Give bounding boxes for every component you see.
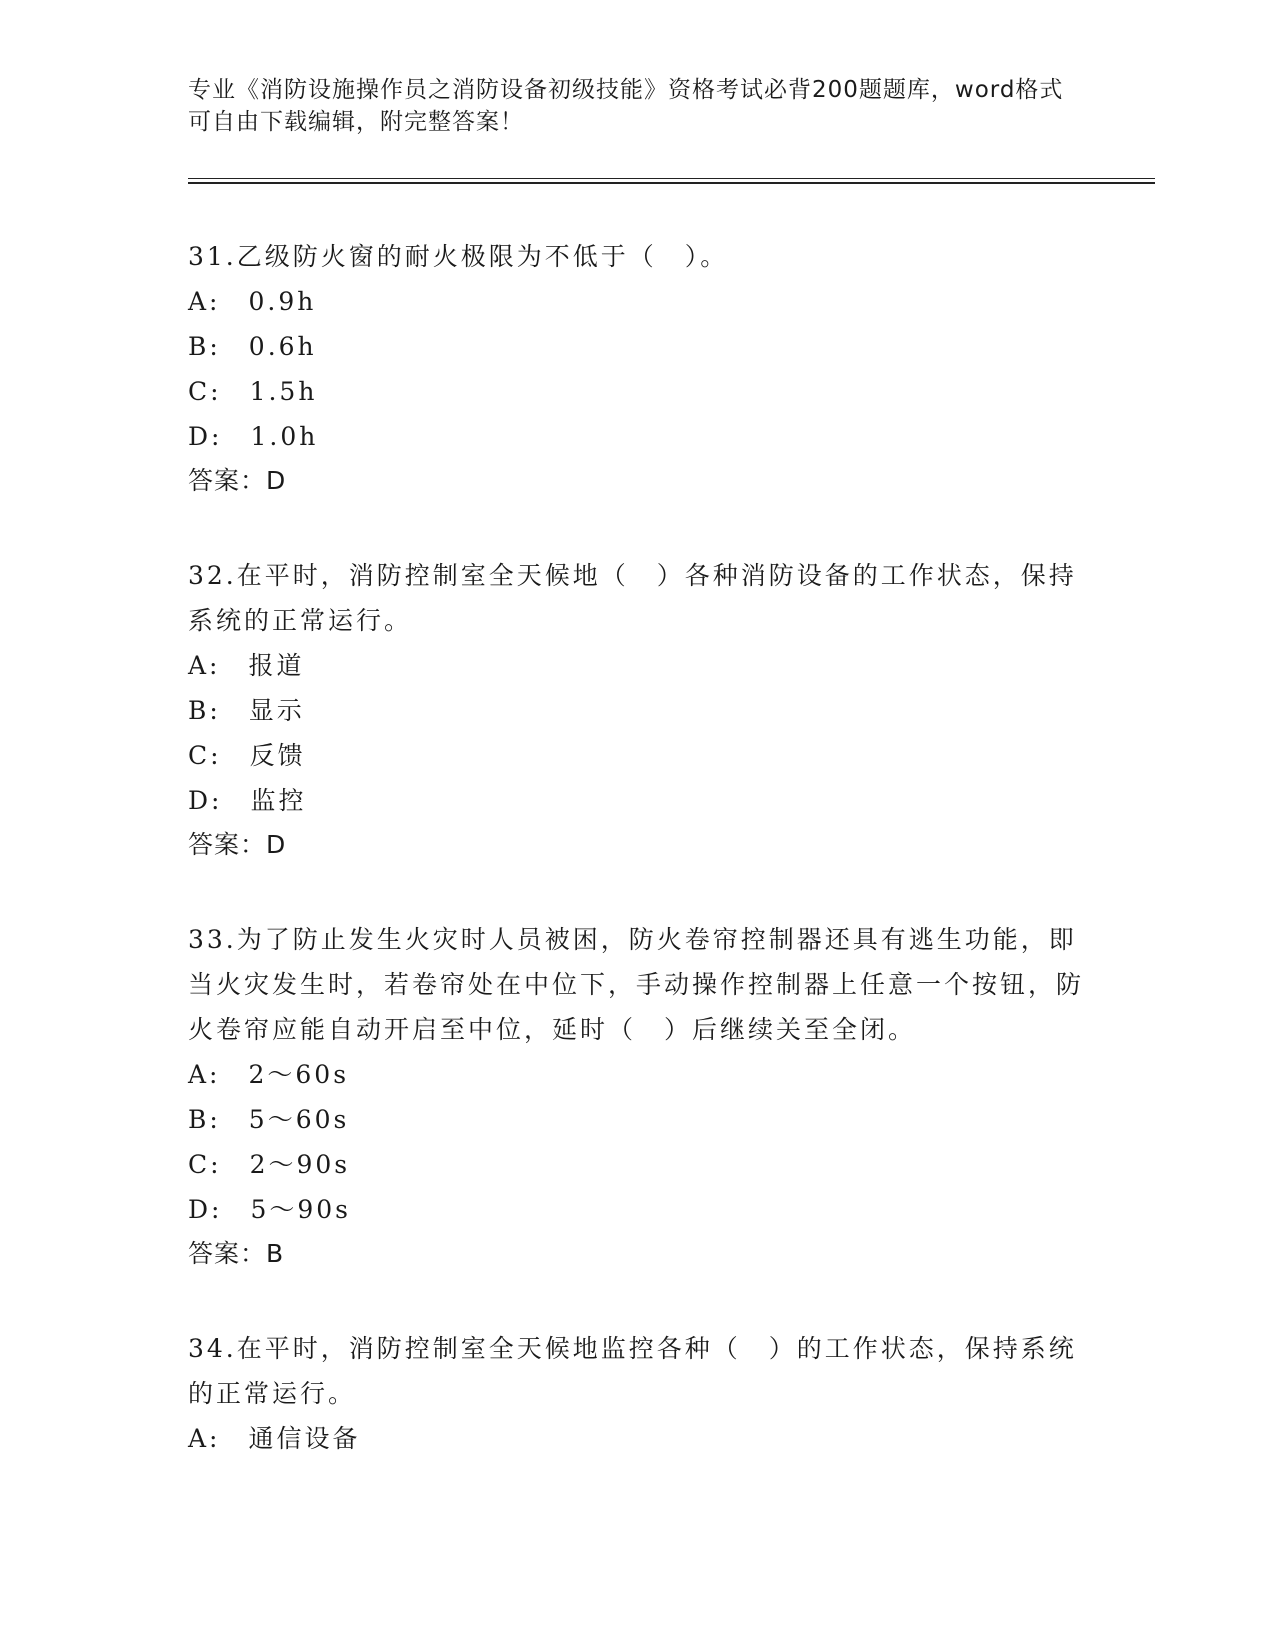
option-text: 1.5h [249,377,318,406]
header-divider-top [188,178,1155,179]
question-list [188,234,1088,1511]
option-text: 监控 [250,786,307,815]
option-text: 2～90s [249,1150,351,1179]
option-key: C: [188,741,222,770]
question-32 [188,553,1088,867]
option-key: A: [188,287,221,316]
option-key: B: [188,1105,221,1134]
option-a [188,643,1088,688]
question-stem: 33.为了防止发生火灾时人员被困，防火卷帘控制器还具有逃生功能，即当火灾发生时，若卷帘处在中位下，手动操作控制器上任意一个按钮，防火卷帘应能自动开启至中位，延时（ ）后继续关至全闭。 [188,925,1085,1044]
option-text: 1.0h [250,422,319,451]
option-text: 5～60s [248,1105,350,1134]
option-key: A: [188,1424,221,1453]
question-31 [188,234,1088,503]
option-key: B: [188,332,221,361]
document-header: 专业《消防设施操作员之消防设备初级技能》资格考试必背200题题库，word格式可自由下载编辑，附完整答案！ [188,77,1064,135]
option-c [188,369,1088,414]
option-c [188,733,1088,778]
option-b [188,688,1088,733]
option-a [188,1416,1088,1461]
option-c [188,1142,1088,1187]
answer-line: 答案：B [188,1239,285,1268]
option-d [188,1187,1088,1232]
option-a [188,1052,1088,1097]
question-stem: 31.乙级防火窗的耐火极限为不低于（ ）。 [188,242,729,271]
option-text: 通信设备 [248,1424,361,1453]
option-b [188,324,1088,369]
option-key: B: [188,696,221,725]
option-key: A: [188,651,221,680]
option-d [188,778,1088,823]
option-key: D: [188,422,223,451]
option-text: 0.9h [248,287,317,316]
option-a [188,279,1088,324]
option-key: C: [188,1150,222,1179]
option-b [188,1097,1088,1142]
option-text: 5～90s [250,1195,352,1224]
option-text: 显示 [248,696,305,725]
option-d [188,414,1088,459]
question-stem: 34.在平时，消防控制室全天候地监控各种（ ）的工作状态，保持系统的正常运行。 [188,1334,1077,1408]
option-key: A: [188,1060,221,1089]
question-34 [188,1326,1088,1461]
question-33 [188,917,1088,1276]
option-text: 2～60s [248,1060,350,1089]
header-divider-bottom [188,182,1155,184]
option-key: C: [188,377,222,406]
question-stem: 32.在平时，消防控制室全天候地（ ）各种消防设备的工作状态，保持系统的正常运行。 [188,561,1077,635]
option-key: D: [188,786,223,815]
option-text: 0.6h [248,332,317,361]
answer-line: 答案：D [188,466,287,495]
option-text: 反馈 [249,741,306,770]
option-text: 报道 [248,651,305,680]
option-key: D: [188,1195,223,1224]
answer-line: 答案：D [188,830,287,859]
